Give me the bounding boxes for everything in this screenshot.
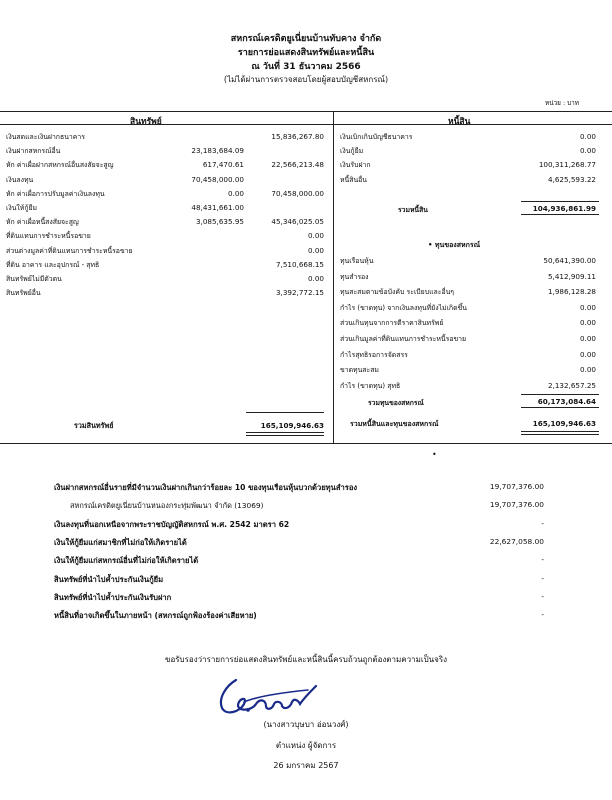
disclosure-row-label: สินทรัพย์ที่นำไปค้ำประกันเงินรับฝาก — [54, 592, 172, 602]
asset-row-label: หัก ค่าเผื่อการปรับมูลค่าเงินลงทุน — [6, 189, 105, 198]
organization-name: สหกรณ์เครดิตยูเนี่ยนบ้านทับคาง จำกัด — [230, 34, 382, 44]
grand-total-value: 165,109,946.63 — [532, 419, 596, 428]
asset-row-value: 45,346,025.05 — [271, 217, 324, 227]
equity-heading: • ทุนของสหกรณ์ — [428, 241, 481, 249]
asset-row-subvalue: 48,431,661.00 — [191, 203, 244, 212]
signer-name: (นางสาวบุษบา อ่อนวงศ์) — [263, 720, 349, 729]
total-assets-label: รวมสินทรัพย์ — [74, 421, 114, 430]
asset-row-label: สินทรัพย์อื่น — [6, 289, 41, 298]
equity-row-label: ทุนเรือนหุ้น — [340, 257, 374, 265]
total-liabilities-label: รวมหนี้สิน — [398, 206, 428, 214]
asset-row-subvalue: 23,183,684.09 — [191, 146, 244, 156]
asset-row-label: หัก ค่าเผื่อหนี้สงสัยจะสูญ — [6, 218, 79, 227]
equity-row-value: 0.00 — [579, 349, 596, 359]
asset-row-value: 15,836,267.80 — [271, 132, 324, 141]
disclosure-row-label: หนี้สินที่อาจเกิดขึ้นในภายหน้า (สหกรณ์ถูกฟ้องร้องค่าเสียหาย) — [54, 611, 257, 621]
equity-row-value: 1,986,128.28 — [547, 287, 596, 297]
liability-row-value: 0.00 — [579, 132, 596, 141]
disclosure-row-label: สหกรณ์เครดิตยูเนี่ยนบ้านหนองกระทุ่มพัฒนา จำกัด (13069) — [70, 501, 264, 511]
equity-row-value: 0.00 — [579, 334, 596, 343]
disclosure-row-value: - — [541, 518, 544, 528]
asset-row-value: 70,458,000.00 — [271, 188, 324, 198]
disclosure-row-value: - — [541, 610, 544, 620]
equity-row-label: กำไร (ขาดทุน) จากเงินลงทุนที่ยังไม่เกิดขึ้น — [340, 303, 467, 312]
equity-row-label: กำไรสุทธิรอการจัดสรร — [340, 350, 408, 359]
asset-row-value: 7,510,668.15 — [275, 259, 324, 269]
disclosure-row-label: เงินให้กู้ยืมแก่สหกรณ์อื่นที่ไม่ก่อให้เกิดรายได้ — [54, 556, 199, 566]
disclosure-row-value: 19,707,376.00 — [489, 500, 544, 510]
equity-heading-label: ทุนของสหกรณ์ — [434, 241, 481, 249]
disclosure-row-value: 19,707,376.00 — [489, 482, 544, 491]
equity-row-label: ส่วนเกินมูลค่าที่ดินแทนการชำระหนี้รอขาย — [340, 335, 467, 343]
asset-row-label: สินทรัพย์ไม่มีตัวตน — [6, 275, 62, 283]
assets-heading: สินทรัพย์ — [130, 117, 162, 127]
asset-row-value: 0.00 — [307, 231, 324, 241]
liability-row-label: เงินเบิกเกินบัญชีธนาคาร — [340, 133, 413, 141]
disclosure-row-label: สินทรัพย์ที่นำไปค้ำประกันเงินกู้ยืม — [54, 574, 164, 584]
equity-row-label: ทุนสำรอง — [340, 272, 369, 281]
asset-row-label: เงินให้กู้ยืม — [6, 204, 38, 212]
liability-row-value: 0.00 — [579, 146, 596, 156]
asset-row-label: หัก ค่าเผื่อฝากสหกรณ์อื่นสงสัยจะสูญ — [6, 161, 114, 170]
disclosure-row-value: - — [541, 573, 544, 583]
signature-image — [208, 672, 328, 722]
asset-row-label: เงินฝากสหกรณ์อื่น — [6, 147, 61, 156]
equity-row-value: 2,132,657.25 — [547, 380, 596, 390]
equity-row-value: 0.00 — [579, 318, 596, 328]
grand-total-label: รวมหนี้สินและทุนของสหกรณ์ — [350, 420, 439, 428]
equity-row-label: ส่วนเกินทุนจากการตีราคาสินทรัพย์ — [340, 319, 444, 328]
asset-row-label: ที่ดินแทนการชำระหนี้รอขาย — [6, 232, 91, 241]
liability-row-label: เงินกู้ยืม — [340, 147, 364, 156]
liability-row-value: 100,311,268.77 — [538, 160, 596, 170]
liability-row-label: เงินรับฝาก — [340, 161, 371, 170]
asset-row-label: ที่ดิน อาคาร และอุปกรณ์ - สุทธิ — [6, 260, 100, 269]
disclosure-row-label: เงินฝากสหกรณ์อื่นรายที่มีจำนวนเงินฝากเกินกว่าร้อยละ 10 ของทุนเรือนหุ้นบวกด้วยทุนสำรอง — [54, 483, 358, 492]
asset-row-value: 3,392,772.15 — [275, 288, 324, 298]
equity-row-value: 0.00 — [579, 365, 596, 375]
liabilities-heading: หนี้สิน — [448, 117, 471, 127]
asset-row-subvalue: 0.00 — [227, 188, 244, 198]
equity-row-label: กำไร (ขาดทุน) สุทธิ — [340, 381, 401, 390]
total-liabilities-value: 104,936,861.99 — [532, 204, 596, 213]
total-assets-value: 165,109,946.63 — [260, 421, 324, 430]
asset-row-label: เงินลงทุน — [6, 175, 34, 184]
unit-label: หน่วย : บาท — [545, 99, 579, 107]
asset-row-label: เงินสดและเงินฝากธนาคาร — [6, 133, 85, 141]
asset-row-subvalue: 70,458,000.00 — [191, 174, 244, 184]
disclosure-row-value: - — [541, 591, 544, 601]
asset-row-subvalue: 617,470.61 — [202, 160, 244, 170]
equity-row-value: 50,641,390.00 — [543, 256, 596, 265]
asset-row-label: ส่วนต่างมูลค่าที่ดินแทนการชำระหนี้รอขาย — [6, 246, 133, 255]
certification-text: ขอรับรองว่ารายการย่อแสดงสินทรัพย์และหนี้สินนี้ครบถ้วนถูกต้องตามความเป็นจริง — [164, 655, 448, 664]
audit-note: (ไม่ได้ผ่านการตรวจสอบโดยผู้สอบบัญชีสหกรณ์) — [223, 75, 389, 84]
dot-mark: • — [432, 450, 437, 459]
liability-row-label: หนี้สินอื่น — [340, 175, 368, 184]
disclosure-row-value: 22,627,058.00 — [489, 536, 544, 546]
signature-date: 26 มกราคม 2567 — [273, 761, 339, 770]
total-equity-value: 60,173,084.64 — [537, 397, 596, 406]
total-equity-label: รวมทุนของสหกรณ์ — [368, 399, 424, 407]
liability-row-value: 4,625,593.22 — [547, 174, 596, 184]
disclosure-row-label: เงินลงทุนที่นอกเหนือจากพระราชบัญญัติสหกรณ์ พ.ศ. 2542 มาตรา 62 — [54, 519, 290, 529]
statement-title: รายการย่อแสดงสินทรัพย์และหนี้สิน — [237, 48, 375, 58]
statement-date: ณ วันที่ 31 ธันวาคม 2566 — [251, 62, 361, 72]
asset-row-subvalue: 3,085,635.95 — [195, 217, 244, 227]
equity-row-value: 5,412,909.11 — [547, 271, 596, 281]
equity-row-label: ทุนสะสมตามข้อบังคับ ระเบียบและอื่นๆ — [340, 288, 455, 297]
equity-row-label: ขาดทุนสะสม — [340, 366, 379, 375]
signer-position: ตำแหน่ง ผู้จัดการ — [275, 741, 337, 750]
asset-row-value: 0.00 — [307, 245, 324, 255]
disclosure-row-label: เงินให้กู้ยืมแก่สมาชิกที่ไม่ก่อให้เกิดรายได้ — [54, 537, 187, 547]
asset-row-value: 22,566,213.48 — [271, 160, 324, 170]
disclosure-row-value: - — [541, 555, 544, 565]
equity-row-value: 0.00 — [579, 302, 596, 312]
asset-row-value: 0.00 — [307, 274, 324, 283]
